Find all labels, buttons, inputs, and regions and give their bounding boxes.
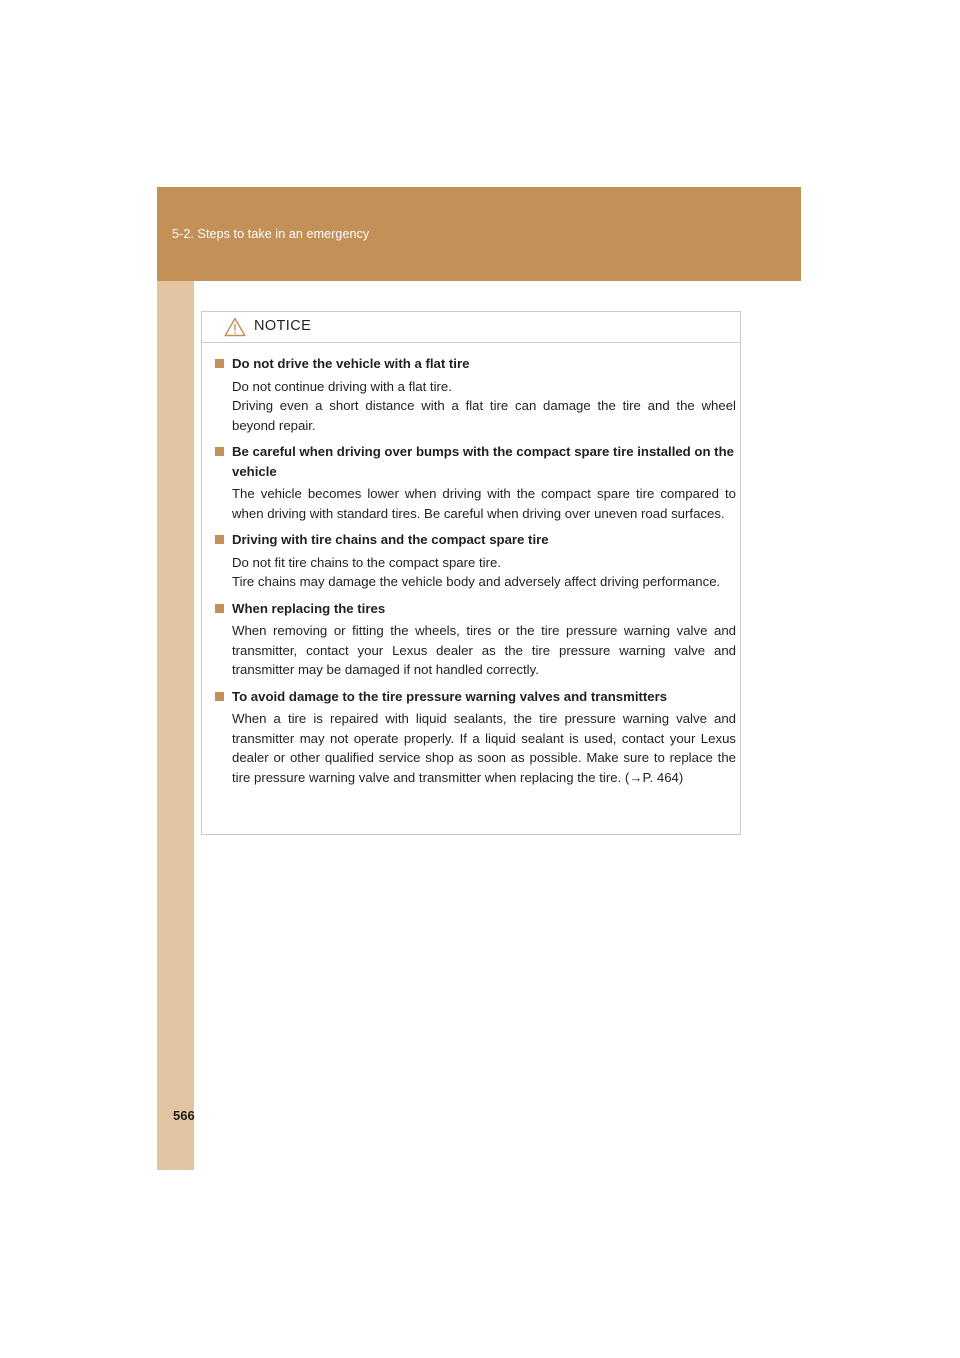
notice-box — [201, 311, 741, 835]
notice-label: NOTICE — [254, 318, 312, 334]
notice-section — [215, 442, 736, 523]
warning-triangle-icon — [224, 317, 246, 337]
section-heading: Be careful when driving over bumps with the compact spare tire installed on the vehicle — [215, 442, 736, 481]
square-bullet-icon — [215, 535, 224, 544]
section-text: When removing or fitting the wheels, tires or the tire pressure warning valve and transmitter, contact your Lexus dealer as the tire pressure warning valve and transmitter may be damaged if not handled correctly. — [232, 623, 736, 677]
left-margin-strip — [157, 187, 194, 1170]
notice-section — [215, 354, 736, 435]
square-bullet-icon — [215, 692, 224, 701]
square-bullet-icon — [215, 604, 224, 613]
notice-body — [215, 354, 736, 794]
section-heading: Do not drive the vehicle with a flat tire — [215, 354, 736, 374]
section-text: Do not fit tire chains to the compact spare tire. Tire chains may damage the vehicle body and adversely affect driving performance. — [232, 554, 721, 589]
section-heading: When replacing the tires — [215, 599, 736, 619]
section-title: 5-2. Steps to take in an emergency — [172, 227, 370, 241]
section-heading: To avoid damage to the tire pressure warning valves and transmitters — [215, 687, 736, 707]
square-bullet-icon — [215, 447, 224, 456]
square-bullet-icon — [215, 359, 224, 368]
notice-header — [202, 312, 740, 343]
page-number: 566 — [173, 1108, 195, 1123]
section-text: The vehicle becomes lower when driving with the compact spare tire compared to when driving with standard tires. Be careful when driving over uneven road surfaces. — [232, 486, 736, 521]
section-text: When a tire is repaired with liquid sealants, the tire pressure warning valve and transmitter may not operate properly. If a liquid sealant is used, contact your Lexus dealer or other qualified service shop as soon as possible. Make sure to replace the tire pressure warning valve and transmitter when replacing the tire. (→P. 464) — [232, 711, 736, 785]
notice-section — [215, 687, 736, 788]
notice-section — [215, 599, 736, 680]
section-text: Do not continue driving with a flat tire. Driving even a short distance with a flat tire can damage the tire and the wheel beyond repair. — [232, 378, 736, 433]
section-heading: Driving with tire chains and the compact spare tire — [215, 530, 736, 550]
notice-section — [215, 530, 736, 592]
